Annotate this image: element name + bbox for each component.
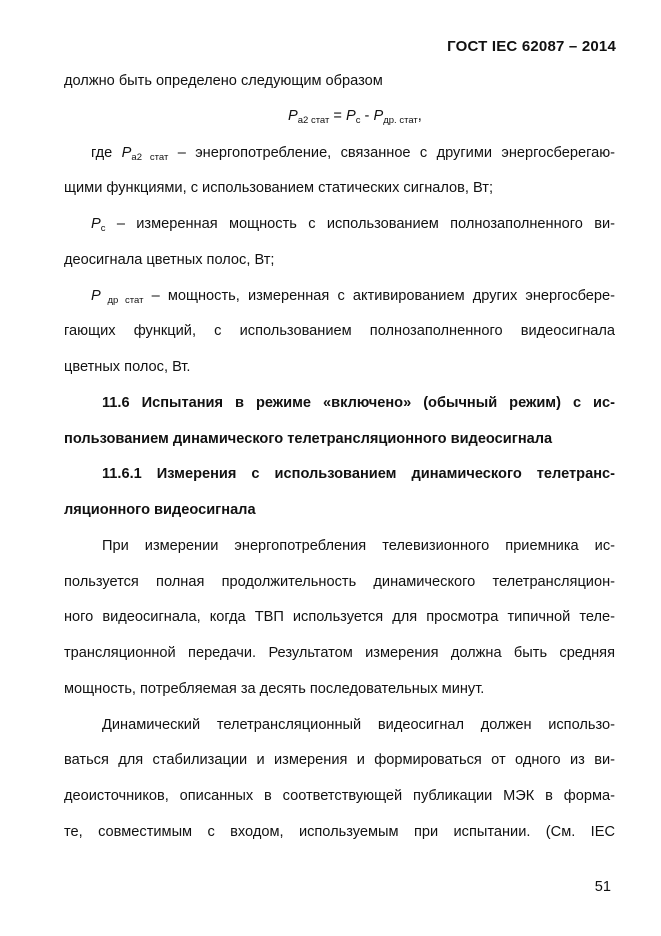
subsection-heading-cont: ляционного видеосигнала [64,502,256,518]
formula-sub: др. стат [383,115,418,126]
formula [288,108,422,124]
subsection-heading: 11.6.1 Измерения с использованием динамического телетранс- [102,466,615,482]
paragraph-line: Динамический телетрансляционный видеосигнал должен использо- [102,717,615,733]
formula-sub: с [355,115,361,126]
def-sub: с [100,223,106,234]
paragraph-line: деоисточников, описанных в соответствующей публикации МЭК в форма- [64,788,615,804]
def-text: – энергопотребление, связанное с другими энергосберегаю- [168,145,615,161]
formula-var: P [288,108,298,124]
definition-line [64,143,615,163]
def-var: P [121,145,132,161]
paragraph-line: пользуется полная продолжительность динамического телетрансляцион- [64,574,615,590]
formula-sub: a2 стат [297,115,330,126]
text-line: деосигнала цветных полос, Вт; [64,252,275,268]
formula-end: , [417,108,422,124]
text-line: щими функциями, с использованием статических сигналов, Вт; [64,180,494,196]
formula-var: P [373,108,384,124]
definition-line [64,286,615,306]
def-text: – мощность, измеренная с активированием других энергосбере- [143,288,615,304]
section-heading: 11.6 Испытания в режиме «включено» (обычный режим) с ис- [102,395,615,411]
paragraph-line: ваться для стабилизации и измерения и формироваться от одного из ви- [64,752,615,768]
text-line: цветных полос, Вт. [64,359,191,375]
paragraph-line: При измерении энергопотребления телевизионного приемника ис- [102,538,615,554]
def-sub: др стат [100,295,144,306]
paragraph-line: те, совместимым с входом, используемым при испытании. (См. IEC [64,824,615,840]
paragraph-line: мощность, потребляемая за десять последовательных минут. [64,681,485,697]
formula-minus: - [360,108,374,124]
def-var: P [91,288,101,304]
definition-line [64,214,615,234]
def-text: – измеренная мощность с использованием полнозаполненного ви- [105,216,615,232]
def-sub: a2 стат [131,152,169,163]
page-number: 51 [594,879,611,895]
text-line: должно быть определено следующим образом [64,73,383,89]
paragraph-line: ного видеосигнала, когда ТВП используется для просмотра типичной теле- [64,609,615,625]
text-line: гающих функций, с использованием полнозаполненного видеосигнала [64,323,615,339]
section-heading-cont: пользованием динамического телетрансляционного видеосигнала [64,431,553,447]
def-var: P [91,216,101,232]
formula-var: P [346,108,356,124]
paragraph-line: трансляционной передачи. Результатом измерения должна быть средняя [64,645,615,661]
def-prefix: где [91,145,122,161]
document-header: ГОСТ IEC 62087 – 2014 [447,38,616,55]
formula-eq: = [329,108,347,124]
